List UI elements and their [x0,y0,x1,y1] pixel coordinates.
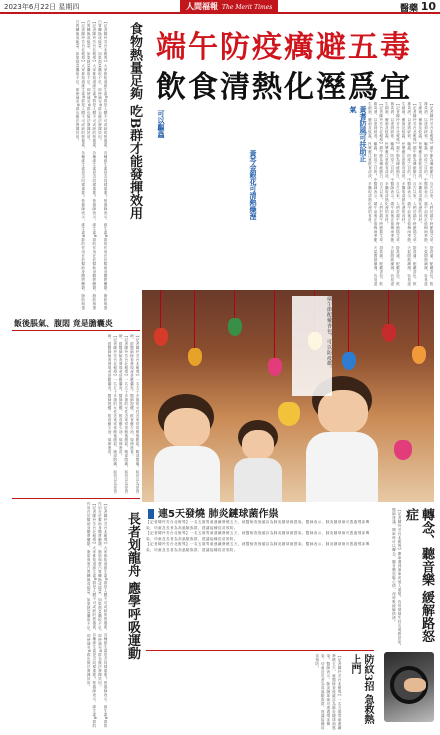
page-header [0,0,440,14]
bottom-center-lower-body [146,654,342,730]
bottom-left-headline: 長者划龍舟 應學呼吸運動 [125,512,140,660]
left-headline: 食物熱量足夠 吃B群才能發揮效用 [127,22,142,220]
section-name: 醫藥 [399,4,418,14]
left-article-paragraph: 【記者陳玲芳台北報導】大家都知道維生素B群是人體不可或缺的營養素，各種維生素是否同樣重要？營養師表示，維生素B群的作用在於幫助身體將醣類、脂肪與蛋白質轉換成能量，如果熱量攝取不足，即使補充B群也無法發揮效用。 [98,20,108,310]
masthead-title: 人間福報 [186,1,218,11]
driver-hand [404,678,426,692]
masthead-en: The Merit Times [222,4,273,11]
left-article-paragraph: 【記者陳玲芳台北報導】大家都知道維生素B群是人體不可或缺的營養素，各種維生素是否同樣重要？營養師表示，維生素B群的作用在於幫助身體將醣類、脂肪與蛋白質轉換成能量，如果熱量攝取不足，即使補充B群也無法發揮效用。 [87,20,97,310]
divider [146,650,374,651]
main-article-body [146,102,434,288]
left-box-paragraph: 【記者陳玲芳台北報導】一名五十多歲的女性近來常常飯後脹氣，腹部悶痛，起初以為是胃病，經醫師檢查發現竟是膽囊炎。醫師提醒，飲食應少油，規律進食。 [119,334,129,494]
headline-bar [148,509,154,519]
subhead-b: 黃芩金銀花可清熱燥溼 [249,150,257,220]
bottom-center-body [146,520,374,648]
bottom-center-lower-headline: 防紋3招 急救熱上門 [349,654,373,725]
bottom-center-lower-paragraph: 【記者陳玲芳台北報導】一名五歲男童連續發燒五天，就醫檢查後確診為肺炎鏈球菌感染。醫師表示，肺炎鏈球菌可透過飛沫傳染，幼童及長者為高風險族群，建議接種疫苗預防。 [315,654,342,730]
bottom-center-paragraph: 【記者陳玲芳台北報導】一名五歲男童連續發燒五天，就醫檢查後確診為肺炎鏈球菌感染。醫師表示，肺炎鏈球菌可透過飛沫傳染，幼童及長者為高風險族群，建議接種疫苗預防。 [146,520,370,530]
main-headline-1: 端午防疫癘避五毒 [156,30,412,65]
main-headline-2: 飲食清熱化溼爲宜 [156,70,412,105]
main-article-paragraph: 【記者陳玲芳台北報導】端午節為傳統節日，自古以來，人們於端午時節插艾草、掛菖蒲、配戴香包、飲雄黃酒，以達到辟邪、驅蟲、防疫之目的。中醫師表示，端午前後正值梅雨季節，天氣悶熱潮濕，容易滋生細菌、黴菌及蚊蟲，民眾應注意飲食清淡，多攝取清熱化溼的食材。 [368,102,384,286]
bottom-center-paragraph: 【記者陳玲芳台北報導】一名五歲男童連續發燒五天，就醫檢查後確診為肺炎鏈球菌感染。醫師表示，肺炎鏈球菌可透過飛沫傳染，幼童及長者為高風險族群，建議接種疫苗預防。 [146,542,370,552]
left-box-paragraph: 【記者陳玲芳台北報導】一名五十多歲的女性近來常常飯後脹氣，腹部悶痛，起初以為是胃病，經醫師檢查發現竟是膽囊炎。醫師提醒，飲食應少油，規律進食。 [130,334,140,494]
right-article-body [378,508,402,650]
dragon-boat-sachet-photo [142,290,434,502]
bottom-headline [148,505,372,520]
issue-date: 2023年6月22日 星期四 [4,3,80,11]
left-article-paragraph: 【記者陳玲芳台北報導】大家都知道維生素B群是人體不可或缺的營養素，各種維生素是否同樣重要？營養師表示，維生素B群的作用在於幫助身體將醣類、脂肪與蛋白質轉換成能量，如果熱量攝取不足，即使補充B群也無法發揮效用。 [76,20,86,310]
subhead-a: 黃耆防風可扶助正氣 [349,106,367,162]
left-box-body [12,334,140,494]
main-article-paragraph: 【記者陳玲芳台北報導】端午節為傳統節日，自古以來，人們於端午時節插艾草、掛菖蒲、配戴香包、飲雄黃酒，以達到辟邪、驅蟲、防疫之目的。中醫師表示，端午前後正值梅雨季節，天氣悶熱潮濕，容易滋生細菌、黴菌及蚊蟲，民眾應注意飲食清淡，多攝取清熱化溼的食材。 [385,102,401,286]
left-subhead: 飯後脹氣、腹悶 竟是膽囊炎 [14,319,113,328]
bottom-left-body [12,502,108,728]
photo-caption-text: 端午節配戴香包，可以防疫癘。 [326,296,332,372]
left-article-body [12,20,108,310]
main-article-paragraph: 【記者陳玲芳台北報導】端午節為傳統節日，自古以來，人們於端午時節插艾草、掛菖蒲、配戴香包、飲雄黃酒，以達到辟邪、驅蟲、防疫之目的。中醫師表示，端午前後正值梅雨季節，天氣悶熱潮濕，容易滋生細菌、黴菌及蚊蟲，民眾應注意飲食清淡，多攝取清熱化溼的食材。 [418,102,434,286]
main-article-paragraph: 【記者陳玲芳台北報導】端午節為傳統節日，自古以來，人們於端午時節插艾草、掛菖蒲、配戴香包、飲雄黃酒，以達到辟邪、驅蟲、防疫之目的。中醫師表示，端午前後正值梅雨季節，天氣悶熱潮濕，容易滋生細菌、黴菌及蚊蟲，民眾應注意飲食清淡，多攝取清熱化溼的食材。 [402,102,418,286]
left-box-paragraph: 【記者陳玲芳台北報導】一名五十多歲的女性近來常常飯後脹氣，腹部悶痛，起初以為是胃病，經醫師檢查發現竟是膽囊炎。醫師提醒，飲食應少油，規律進食。 [108,334,118,494]
right-headline: 轉念、聽音樂 緩解路怒症 [403,508,434,643]
masthead [180,0,278,12]
right-article-paragraph: 【記者陳玲芳台北報導】開車遇到塞車或他人違規，容易情緒失控出現路怒症。醫師建議，開車時可以轉念、聽音樂放鬆心情，深呼吸緩解情緒。 [392,508,402,648]
divider [12,330,140,331]
driving-photo [384,652,434,722]
page-number: 10 [420,0,436,13]
bottom-center-paragraph: 【記者陳玲芳台北報導】一名五歲男童連續發燒五天，就醫檢查後確診為肺炎鏈球菌感染。醫師表示，肺炎鏈球菌可透過飛沫傳染，幼童及長者為高風險族群，建議接種疫苗預防。 [146,531,370,541]
bottom-left-paragraph: 【記者陳玲芳台北報導】大家都知道維生素B群是人體不可或缺的營養素，各種維生素是否同樣重要？營養師表示，維生素B群的作用在於幫助身體將醣類、脂肪與蛋白質轉換成能量，如果熱量攝取不足，即使補充B群也無法發揮效用。 [87,502,97,728]
bottom-headline-text: 連5天發燒 肺炎鏈球菌作祟 [158,509,279,520]
subhead-c: 可以驅蟲 [157,110,165,138]
divider [12,498,140,499]
bottom-left-paragraph: 【記者陳玲芳台北報導】大家都知道維生素B群是人體不可或缺的營養素，各種維生素是否同樣重要？營養師表示，維生素B群的作用在於幫助身體將醣類、脂肪與蛋白質轉換成能量，如果熱量攝取不足，即使補充B群也無法發揮效用。 [98,502,108,728]
photo-caption [292,296,332,396]
